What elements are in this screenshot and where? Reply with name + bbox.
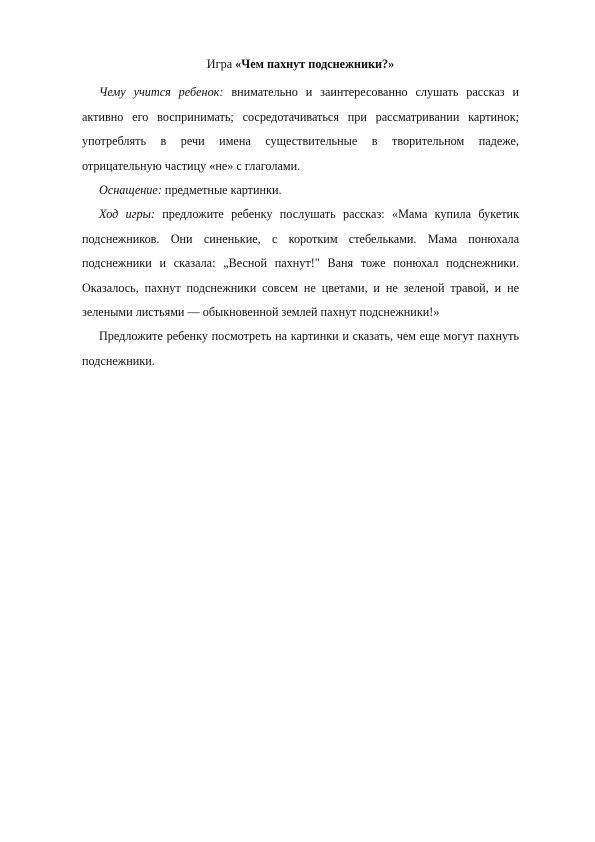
paragraph-lead: Оснащение:	[99, 183, 162, 198]
paragraph-equipment	[82, 178, 519, 202]
paragraph-text: внимательно и заинтересованно слушать рассказ и активно его воспринимать; сосредотачиваться при рассматривании картинок; употреблять в речи имена существительные в творительном падеже, отрицательную частицу «не» с глаголами.	[82, 85, 519, 173]
paragraph-learning-goals	[82, 80, 519, 178]
document-page	[82, 52, 519, 373]
paragraph-game-procedure	[82, 202, 519, 324]
title-game-name: «Чем пахнут подснежники?»	[235, 57, 395, 71]
paragraph-lead: Чему учится ребенок:	[99, 85, 224, 100]
document-title	[82, 52, 519, 76]
paragraph-lead: Ход игры:	[99, 207, 155, 222]
title-prefix: Игра	[206, 57, 236, 71]
paragraph-closing-task	[82, 324, 519, 373]
paragraph-text: предложите ребенку послушать рассказ: «Мама купила букетик подснежников. Они синенькие, с коротким стебельками. Мама понюхала подснежники и сказала: „Весной пахнут!" Ваня тоже понюхал подснежники. Оказалось, пахнут подснежники совсем не цветами, и не зеленой травой, и не зелеными листьями — обыкновенной землей пахнут подснежники!»	[82, 207, 519, 320]
paragraph-text: предметные картинки.	[161, 183, 282, 198]
paragraph-text: Предложите ребенку посмотреть на картинки и сказать, чем еще могут пахнуть подснежники.	[82, 329, 519, 368]
